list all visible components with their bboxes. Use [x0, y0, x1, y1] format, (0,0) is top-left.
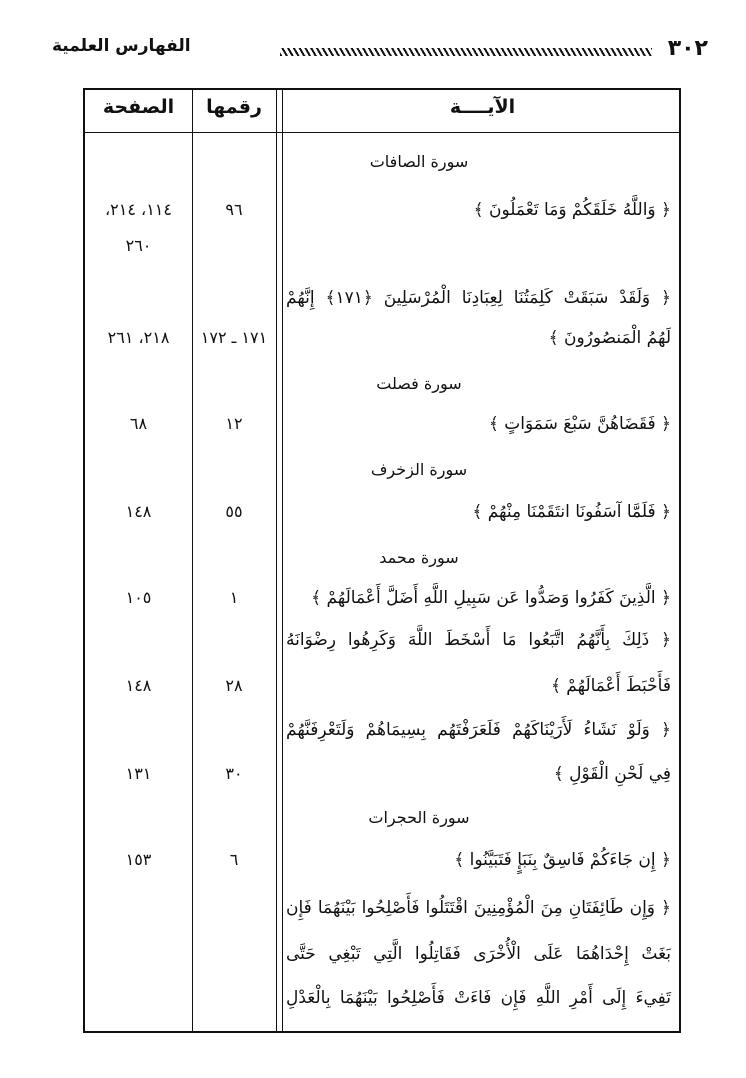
running-title: الفهارس العلمية [52, 36, 191, 56]
verse-number: ١٢ [225, 414, 243, 433]
column-header-verse: الآيــــة [449, 96, 516, 118]
surah-heading: سورة محمد [379, 548, 459, 567]
surah-heading: سورة الحجرات [368, 808, 470, 827]
page-ref: ١٠٥ [125, 588, 152, 607]
verse-line: فَأَحْبَطَ أَعْمَالَهُمْ ﴾ [550, 676, 671, 696]
verse-line: ﴿ الَّذِينَ كَفَرُوا وَصَدُّوا عَن سَبِيلِ اللَّهِ أَضَلَّ أَعْمَالَهُمْ ﴾ [311, 588, 671, 608]
verse-line: بَغَتْ إِحْدَاهُمَا عَلَى الْأُخْرَى فَقَاتِلُوا الَّتِي تَبْغِي حَتَّى [286, 944, 671, 964]
verse-line: ﴿ ذَلِكَ بِأَنَّهُمُ اتَّبَعُوا مَا أَسْخَطَ اللَّهَ وَكَرِهُوا رِضْوَانَهُ [286, 630, 671, 650]
verse-number: ١ [229, 588, 239, 607]
verse-line: ﴿ فَلَمَّا آسَفُونَا انتَقَمْنَا مِنْهُمْ ﴾ [472, 502, 671, 522]
verse-line: ﴿ إِن جَاءَكُمْ فَاسِقٌ بِنَبَإٍ فَتَبَيَّنُوا ﴾ [454, 850, 671, 870]
surah-heading: سورة الصافات [369, 152, 469, 171]
column-divider-number-outer [276, 90, 277, 1031]
column-divider-page [192, 90, 193, 1031]
page-number: ٣٠٢ [667, 36, 708, 61]
verse-line: ﴿ وَاللَّهُ خَلَقَكُمْ وَمَا تَعْمَلُونَ ﴾ [473, 200, 671, 220]
verse-number: ٦ [229, 850, 239, 869]
verse-number: ٥٥ [225, 502, 243, 521]
page-ref: ٢٦٠ [125, 236, 152, 255]
header-rule [85, 132, 679, 133]
header-hatch-rule [280, 48, 652, 56]
verse-line: تَفِيءَ إِلَى أَمْرِ اللَّهِ فَإِن فَاءَتْ فَأَصْلِحُوا بَيْنَهُمَا بِالْعَدْلِ [286, 988, 671, 1008]
verse-number: ٢٨ [225, 676, 243, 695]
verse-line: ﴿ فَقَضَاهُنَّ سَبْعَ سَمَوَاتٍ ﴾ [488, 414, 671, 434]
page-ref: ٦٨ [129, 414, 148, 433]
page-ref: ١٥٣ [125, 850, 152, 869]
verse-number: ٣٠ [225, 764, 243, 783]
surah-heading: سورة فصلت [376, 374, 462, 393]
verse-line: ﴿ وَلَوْ نَشَاءُ لَأَرَيْنَاكَهُمْ فَلَعَرَفْتَهُم بِسِيمَاهُمْ وَلَتَعْرِفَنَّهُمْ [286, 720, 671, 740]
page-ref: ١٣١ [125, 764, 152, 783]
verse-index-table [83, 88, 681, 1033]
column-header-page: الصفحة [102, 96, 175, 118]
page-ref: ١١٤، ٢١٤، [105, 200, 172, 219]
page-ref: ١٤٨ [125, 502, 152, 521]
verse-number: ٩٦ [225, 200, 243, 219]
page-ref: ٢١٨، ٢٦١ [107, 328, 170, 347]
page-header [40, 30, 708, 70]
column-divider-number-inner [282, 90, 283, 1031]
column-header-number: رقمها [206, 96, 262, 118]
verse-number: ١٧١ ـ ١٧٢ [200, 328, 268, 347]
verse-line: لَهُمُ الْمَنصُورُونَ ﴾ [548, 328, 671, 348]
verse-line: فِي لَحْنِ الْقَوْلِ ﴾ [553, 764, 671, 784]
verse-line: ﴿ وَإِن طَائِفَتَانِ مِنَ الْمُؤْمِنِينَ اقْتَتَلُوا فَأَصْلِحُوا بَيْنَهُمَا فَإِن [286, 898, 671, 918]
surah-heading: سورة الزخرف [370, 460, 468, 479]
verse-line: ﴿ وَلَقَدْ سَبَقَتْ كَلِمَتُنَا لِعِبَادِنَا الْمُرْسَلِينَ ﴿١٧١﴾ إِنَّهُمْ [286, 288, 671, 308]
page-ref: ١٤٨ [125, 676, 152, 695]
